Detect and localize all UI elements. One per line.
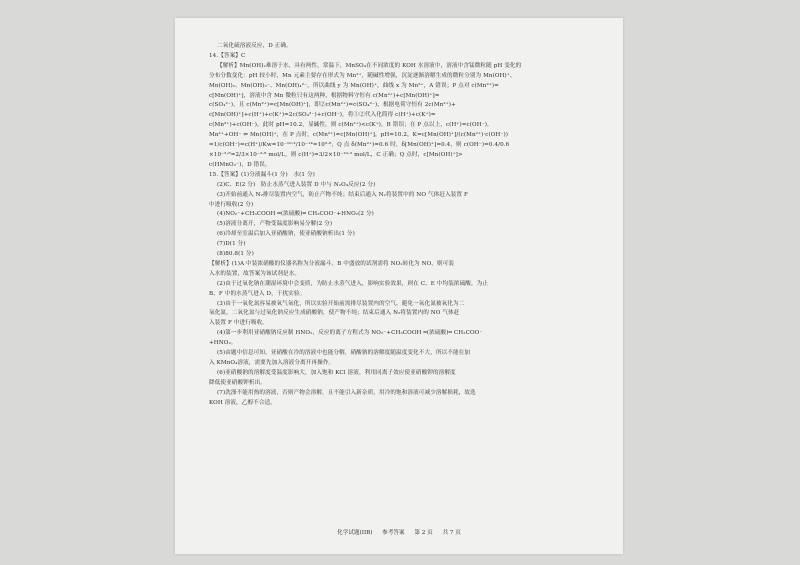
text-line: 分布分数变化：pH 较小时，Mn 元素主要存在形式为 Mn²⁺，随碱性增强，沉淀逐渐溶解生成的微粒分别为 Mn(OH)⁺、 bbox=[209, 72, 516, 79]
text-line: 入水的装置，故答案为该试剂是水。 bbox=[209, 270, 301, 277]
text-line: 入 KMnO₄溶液，需要先加入溶液分离开再操作。 bbox=[209, 360, 335, 366]
text-line: c(SO₄²⁻)，且 c(Mn²⁺)=c[Mn(OH)⁺]，即②c(Mn²⁺)=c(SO₄²⁻)，根据电荷守恒有 2c(Mn²⁺)+ bbox=[209, 102, 456, 109]
text-line: (6)亚硝酸钠的溶解度受温度影响大，加入饱和 KCl 溶液，利用同离子效应使亚硝酸钾的溶解度 bbox=[217, 369, 456, 376]
text-line: Mn(OH)₂、Mn(OH)₃⁻、Mn(OH)₄²⁻，所以曲线 y 为 Mn(OH)⁺，曲线 x 为 Mn²⁺，A 错误；P 点对 c(Mn²⁺)= bbox=[209, 82, 499, 89]
text-line: (7)D(1 分) bbox=[217, 241, 246, 248]
text-line: KOH 溶液，乙醇不合适。 bbox=[209, 399, 276, 406]
text-line: (2)由于过氧化钠在潮湿环境中会变质，为防止水蒸气进入，影响实验效果，则在 C、E 中均装浓硫酸，为止 bbox=[217, 280, 489, 287]
text-line: B、F 中的水蒸气进入 D，干扰实验。 bbox=[209, 290, 306, 297]
text-line: (4)第一步利用亚硝酸钠反应制 HNO₂，反应的离子方程式为 NO₂⁻+CH₃COOH ═(浓硫酸)═ CH₃COO⁻ bbox=[217, 330, 483, 337]
text-line: +HNO₂。 bbox=[209, 340, 237, 347]
text-line: (6)冷却至室温后加入亚硝酸钠，使亚硝酸钠析出(1 分) bbox=[217, 231, 355, 238]
document-page bbox=[175, 18, 623, 554]
text-line: 二氧化硫溶液反应，D 正确。 bbox=[217, 43, 292, 49]
text-line: (4)NO₂⁻+CH₃COOH ═(浓硫酸)═ CH₃COO⁻+HNO₂(2 分) bbox=[217, 211, 374, 218]
text-line: 入装置 F 中进行吸收。 bbox=[209, 320, 268, 327]
text-line: (7)洗涤不能用热的溶液，否则产物会溶解，且不能引入新杂质，用冷的饱和溶液可减少溶解损耗，故选 bbox=[217, 389, 476, 396]
text-line: (8)80.8(1 分) bbox=[217, 251, 254, 258]
text-line: (5)溶液分离开，产物受温度影响易分解(2 分) bbox=[217, 221, 333, 228]
footer-subject: 化学试题(IIB) bbox=[337, 530, 373, 536]
footer-label: 参考答案 bbox=[382, 530, 405, 536]
text-line: 15.【答案】(1)分液漏斗(1 分) 水(1 分) bbox=[209, 171, 315, 178]
text-line: 【解析】Mn(OH)₂难溶于水，具有两性，常温下，MnSO₄在不同浓度的 KOH 水溶液中，溶液中含锰微粒随 pH 变化的 bbox=[217, 62, 522, 69]
text-line: (3)由于一氧化氮容易被氧气氧化，所以实验开始前需排尽装置内的空气，避免一氧化氮被氧化为二 bbox=[217, 300, 465, 307]
text-line: =1/c(OH⁻)=c(H⁺)/Kw=10⁻¹⁰·²/10⁻¹⁴=10³·⁸，Q 点 δ(Mn²⁺)=0.6 时，δ[Mn(OH)⁺]=0.4，则 c(OH⁻)=0.4/0.6 bbox=[209, 142, 510, 149]
text-line: 【解析】(1)A 中装浓硝酸的仪器名称为分液漏斗，B 中盛放的试剂需将 NO₂转化为 NO，则可装 bbox=[209, 260, 455, 267]
text-line: (3)开始前通入 N₂排尽装置内空气，防止产物不纯；结束后通入 N₂将装置中的 NO 气体赶入装置 F bbox=[217, 191, 468, 198]
text-line: c(Mn²⁺)+c(OH⁻)，此时 pH=10.2，显碱性，则 c(Mn²⁺)<c(K⁺)，B 错误；在 P 点以上，c(H⁺)=c(OH⁻)， bbox=[209, 122, 493, 129]
text-line: (2)C、E(2 分) 防止水蒸气进入装置 D 中与 N₂O₄反应(2 分) bbox=[217, 181, 376, 188]
text-line: c[Mn(OH)⁺]+c(H⁺)+c(K⁺)=2c(SO₄²⁻)+c(OH⁻)，将①②代入化简得 c(H⁺)+c(K⁺)= bbox=[209, 112, 436, 119]
answer-text-body bbox=[209, 42, 601, 409]
text-line: 14.【答案】C bbox=[209, 52, 246, 59]
footer-page-total: 共 7 页 bbox=[442, 530, 461, 536]
footer-page-number: 第 2 页 bbox=[414, 530, 433, 536]
text-line: c(HMnO₂⁻)，D 错误。 bbox=[209, 161, 271, 168]
text-line: Mn²⁺+OH⁻ ⇌ Mn(OH)⁺，在 P 点时，c(Mn²⁺)=c[Mn(OH)⁺]，pH=10.2，K=c[Mn(OH)⁺]/(c(Mn²⁺)·c(OH⁻)) bbox=[209, 132, 509, 139]
page-footer bbox=[175, 528, 623, 536]
text-line: c[Mn(OH)⁺]，溶液中含 Mn 微粒只有这两种，根据物料守恒有 c(Mn²⁺)+c[Mn(OH)⁺]= bbox=[209, 92, 440, 99]
text-line: ×10⁻³·⁸=2/3×10⁻³·⁸ mol/L，则 c(H⁺)=3/2×10⁻¹⁰·² mol/L，C 正确；Q 点时，c[Mn(OH)⁺]> bbox=[209, 151, 463, 158]
text-line: 降低使亚硝酸钾析出。 bbox=[209, 379, 266, 386]
text-line: (5)由题中信息可知，亚硝酸在冷的溶液中也能分解，硝酸钠的溶解度随温度变化不大，所以不能在加 bbox=[217, 350, 471, 357]
text-line: 氧化氮，二氧化氮与过氧化钠反应生成硝酸钠，使产物不纯；结束后通入 N₂将装置内的 NO 气体赶 bbox=[209, 310, 460, 317]
text-line: 中进行吸收(2 分) bbox=[209, 201, 254, 208]
